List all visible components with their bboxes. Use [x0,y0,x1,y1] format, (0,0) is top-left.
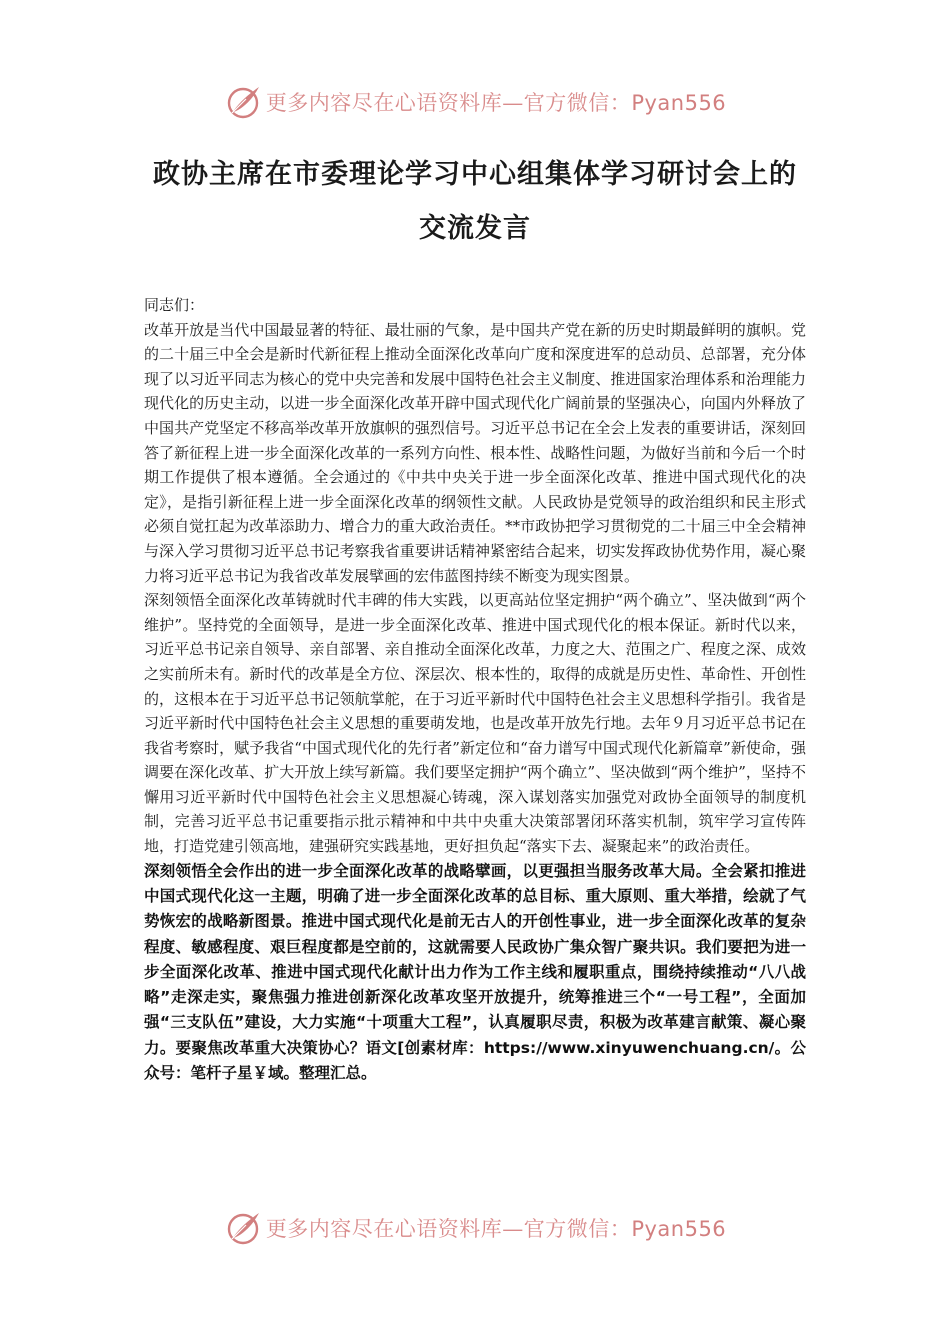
title-line-2: 交流发言 [419,213,531,244]
paragraph-2: 深刻领悟全面深化改革铸就时代丰碑的伟大实践，以更高站位坚定拥护“两个确立”、坚决做到“两个维护”。坚持党的全面领导，是进一步全面深化改革、推进中国式现代化的根本保证。新时代以来，习近平总书记亲自领导、亲自部署、亲自推动全面深化改革，力度之大、范围之广、程度之深、成效之实前所未有。新时代的改革是全方位、深层次、根本性的，取得的成就是历史性、革命性、开创性的，这根本在于习近平总书记领航掌舵，在于习近平新时代中国特色社会主义思想科学指引。我省是习近平新时代中国特色社会主义思想的重要萌发地，也是改革开放先行地。去年９月习近平总书记在我省考察时，赋予我省“中国式现代化的先行者”新定位和“奋力谱写中国式现代化新篇章”新使命，强调要在深化改革、扩大开放上续写新篇。我们要坚定拥护“两个确立”、坚决做到“两个维护”，坚持不懈用习近平新时代中国特色社会主义思想凝心铸魂，深入谋划落实加强党对政协全面领导的制度机制，完善习近平总书记重要指示批示精神和中共中央重大决策部署闭环落实机制，筑牢学习宣传阵地，打造党建引领高地，建强研究实践基地，更好担负起“落实下去、凝聚起来”的政治责任。 [144,591,806,856]
banner-text [266,87,726,117]
banner-text-wechat-id: Pyan556 [631,1217,727,1241]
paragraph-1: 改革开放是当代中国最显著的特征、最壮丽的气象，是中国共产党在新的历史时期最鲜明的旗帜。党的二十届三中全会是新时代新征程上推动全面深化改革向广度和深度进军的总动员、总部署，充分体现了以习近平同志为核心的党中央完善和发展中国特色社会主义制度、推进国家治理体系和治理能力现代化的历史主动，以进一步全面深化改革开辟中国式现代化广阔前景的坚强决心，向国内外释放了中国共产党坚定不移高举改革开放旗帜的强烈信号。习近平总书记在全会上发表的重要讲话，深刻回答了新征程上进一步全面深化改革的一系列方向性、根本性、战略性问题，为做好当前和今后一个时期工作提供了根本遵循。全会通过的《中共中央关于进一步全面深化改革、推进中国式现代化的决定》，是指引新征程上进一步全面深化改革的纲领性文献。人民政协是党领导的政治组织和民主形式必须自觉扛起为改革添助力、增合力的重大政治责任。**市政协把学习贯彻党的二十届三中全会精神与深入学习贯彻习近平总书记考察我省重要讲话精神紧密结合起来，切实发挥政协优势作用，凝心聚力将习近平总书记为我省改革发展擘画的宏伟蓝图持续不断变为现实图景。 [144,320,806,585]
document-title [0,148,950,256]
paragraph-3: 深刻领悟全会作出的进一步全面深化改革的战略擘画，以更强担当服务改革大局。全会紧扣推进中国式现代化这一主题，明确了进一步全面深化改革的总目标、重大原则、重大举措，绘就了气势恢宏的战略新图景。推进中国式现代化是前无古人的开创性事业，进一步全面深化改革的复杂程度、敏感程度、艰巨程度都是空前的，这就需要人民政协广集众智广聚共识。我们要把为进一步全面深化改革、推进中国式现代化献计出力作为工作主线和履职重点，围绕持续推动“八八战略”走深走实，聚焦强力推进创新深化改革攻坚开放提升，统筹推进三个“一号工程”，全面加强“三支队伍”建设，大力实施“十项重大工程”，认真履职尽责，积极为改革建言献策、凝心聚力。要聚焦改革重大决策协心？语文[创素材库：https://www.xinyuwenchuang.cn/。公众号：笔杆子星￥域。整理汇总。 [144,861,806,1083]
salutation: 同志们： [144,296,205,314]
banner-text-wechat-id: Pyan556 [631,91,727,115]
document-body [144,293,806,1086]
banner-text-cn: 更多内容尽在心语资料库—官方微信： [265,1217,632,1241]
quill-logo-icon [224,82,264,122]
quill-logo-icon [224,1208,264,1248]
banner-text [266,1213,726,1243]
banner-text-cn: 更多内容尽在心语资料库—官方微信： [265,91,632,115]
header-watermark-banner [0,82,950,122]
footer-watermark-banner [0,1208,950,1248]
title-line-1: 政协主席在市委理论学习中心组集体学习研讨会上的 [153,159,797,190]
